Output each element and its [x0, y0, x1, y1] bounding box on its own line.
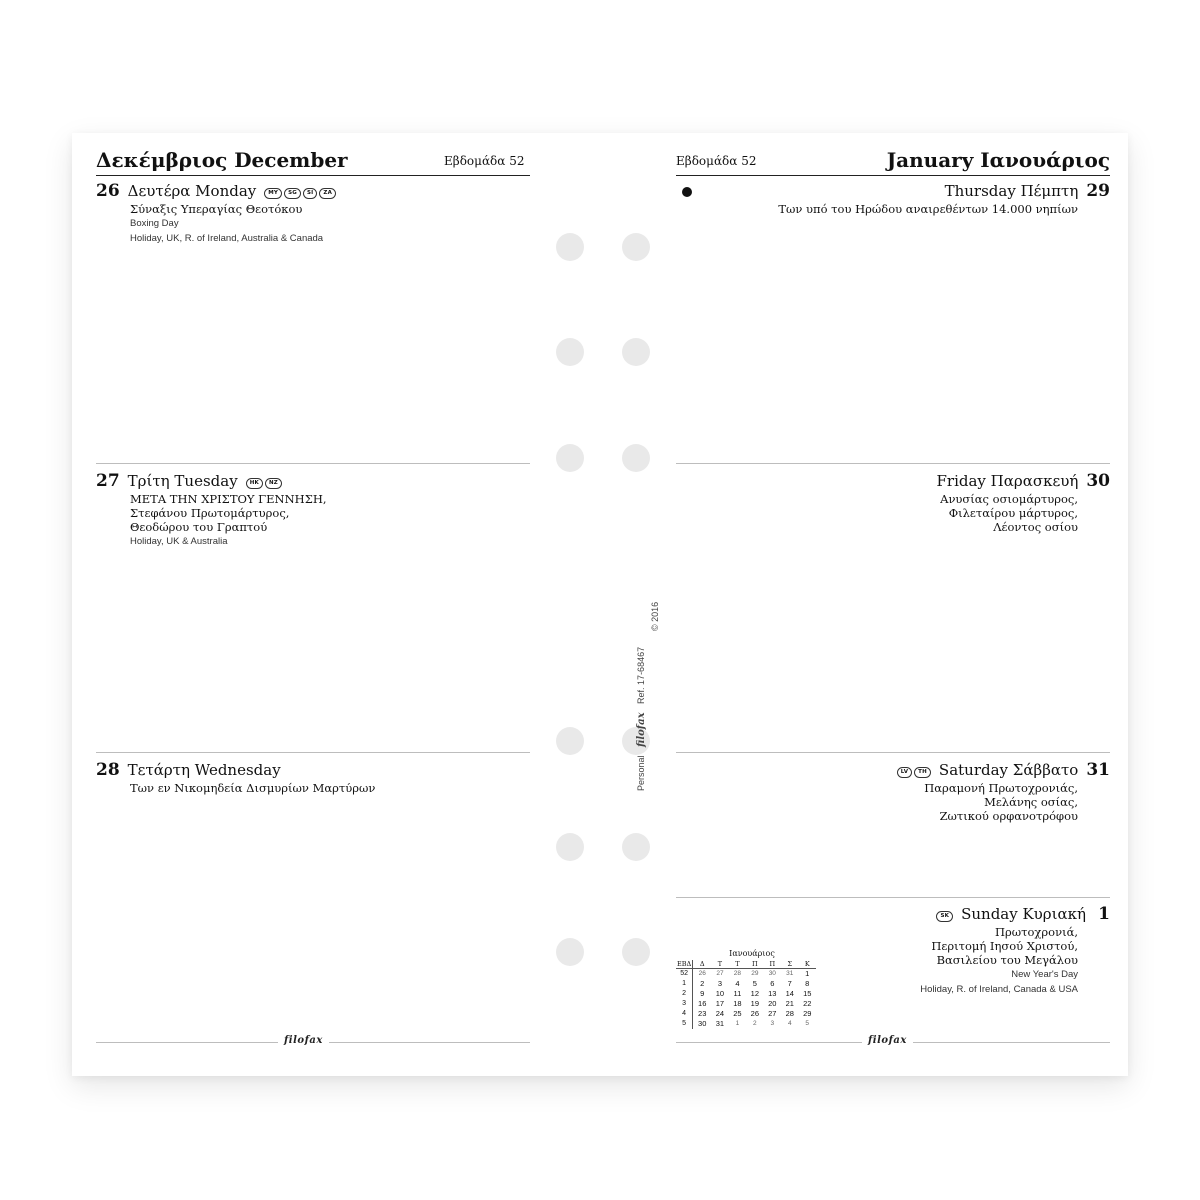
- calendar-week-row: [676, 989, 816, 999]
- calendar-day: 14: [785, 989, 794, 998]
- calendar-week-row: [676, 999, 816, 1009]
- calendar-day: 1: [805, 969, 810, 978]
- day-name: Thursday Πέμπτη: [944, 182, 1079, 200]
- ring-hole: [556, 233, 584, 261]
- day-divider: [676, 752, 1110, 753]
- calendar-day: 4: [787, 1020, 792, 1027]
- calendar-week-row: [676, 1009, 816, 1019]
- day-entry-28: [96, 760, 530, 795]
- greek-note: Πρωτοχρονιά,: [994, 925, 1078, 939]
- calendar-day: 8: [805, 979, 810, 988]
- calendar-header: Κ: [798, 960, 816, 969]
- week-number: 1: [676, 979, 693, 989]
- country-badges: [936, 911, 953, 922]
- calendar-day: 31: [786, 970, 794, 977]
- calendar-day: 30: [698, 1019, 707, 1028]
- greek-note: ΜΕΤΑ ΤΗΝ ΧΡΙΣΤΟΥ ΓΕΝΝΗΣΗ,: [130, 492, 327, 506]
- week-number: 5: [676, 1019, 693, 1029]
- header-rule-left: [96, 175, 530, 176]
- holiday-note: New Year's Day: [1011, 969, 1078, 980]
- calendar-header: Π: [764, 960, 781, 969]
- calendar-day: 19: [750, 999, 760, 1008]
- calendar-day: 25: [733, 1009, 742, 1018]
- day-divider: [96, 752, 530, 753]
- calendar-day: 31: [715, 1019, 725, 1028]
- calendar-day: 26: [750, 1009, 760, 1018]
- country-badge: SG: [284, 188, 301, 199]
- day-name: Δευτέρα Monday: [127, 182, 257, 200]
- calendar-day: 17: [715, 999, 725, 1008]
- calendar-day: 5: [805, 1020, 810, 1027]
- week-number: 4: [676, 1009, 693, 1019]
- day-number: 26: [96, 181, 120, 201]
- calendar-day: 4: [735, 979, 740, 988]
- calendar-day: 6: [770, 979, 775, 988]
- calendar-day: 20: [768, 999, 777, 1008]
- day-name: Saturday Σάββατο: [938, 761, 1079, 779]
- holiday-note: Boxing Day: [130, 218, 179, 229]
- ring-hole: [556, 938, 584, 966]
- greek-note: Περιτομή Ιησού Χριστού,: [931, 939, 1078, 953]
- calendar-header: Τ: [711, 960, 728, 969]
- country-badges: [897, 767, 931, 778]
- calendar-week-row: [676, 969, 816, 980]
- calendar-day: 27: [768, 1009, 777, 1018]
- greek-note: Θεοδώρου του Γραπτού: [130, 520, 268, 534]
- greek-note: Λέοντος οσίου: [993, 520, 1078, 534]
- holiday-note: Holiday, UK, R. of Ireland, Australia & Canada: [130, 233, 324, 244]
- country-badge: MY: [264, 188, 282, 199]
- calendar-week-row: [676, 979, 816, 989]
- day-name: Τρίτη Tuesday: [127, 472, 238, 490]
- calendar-header: Τ: [729, 960, 746, 969]
- calendar-header: Π: [746, 960, 763, 969]
- calendar-header: Σ: [781, 960, 798, 969]
- greek-note: Βασιλείου του Μεγάλου: [936, 953, 1078, 967]
- greek-note: Των υπό του Ηρώδου αναιρεθέντων 14.000 νηπίων: [778, 202, 1078, 216]
- greek-note: Στεφάνου Πρωτομάρτυρος,: [130, 506, 290, 520]
- calendar-week-row: [676, 1019, 816, 1029]
- mini-calendar-title: Ιανουάριος: [729, 949, 775, 958]
- country-badge: LV: [897, 767, 912, 778]
- holiday-note: Holiday, R. of Ireland, Canada & USA: [920, 984, 1078, 995]
- ring-hole: [556, 833, 584, 861]
- calendar-day: 29: [803, 1009, 812, 1018]
- day-entry-29: [676, 181, 1110, 216]
- day-number: 28: [96, 760, 120, 780]
- calendar-day: 30: [768, 970, 776, 977]
- calendar-day: 21: [785, 999, 794, 1008]
- greek-note: Των εν Νικομηδεία Δισμυρίων Μαρτύρων: [130, 781, 376, 795]
- day-number: 30: [1086, 471, 1110, 491]
- calendar-day: 1: [735, 1020, 740, 1027]
- country-badges: [264, 188, 336, 199]
- week-number: 52: [676, 969, 693, 980]
- calendar-day: 2: [700, 979, 705, 988]
- calendar-day: 5: [752, 979, 757, 988]
- holiday-note: Holiday, UK & Australia: [130, 536, 228, 547]
- day-number: 27: [96, 471, 120, 491]
- calendar-day: 28: [785, 1009, 794, 1018]
- calendar-day: 28: [733, 970, 742, 977]
- day-number: 29: [1086, 181, 1110, 201]
- right-page: [598, 133, 1128, 1076]
- week-label-right: Εβδομάδα 52: [676, 154, 757, 168]
- calendar-day: 16: [698, 999, 707, 1008]
- day-entry-31: [676, 760, 1110, 823]
- calendar-header: ΕΒΔ: [677, 960, 692, 968]
- week-label-left: Εβδομάδα 52: [444, 154, 525, 168]
- country-badge: ZA: [319, 188, 336, 199]
- greek-note: Παραμονή Πρωτοχρονιάς,: [924, 781, 1078, 795]
- country-badge: HK: [246, 478, 263, 489]
- spine-ref: Ref. 17-68467: [636, 646, 646, 704]
- country-badge: SI: [303, 188, 317, 199]
- calendar-header: Δ: [693, 960, 712, 969]
- calendar-day: 10: [715, 989, 725, 998]
- day-number: 1: [1098, 904, 1110, 924]
- filofax-logo-right: filofax: [862, 1035, 913, 1046]
- day-number: 31: [1086, 760, 1110, 780]
- greek-note: Ανυσίας οσιομάρτυρος,: [940, 492, 1078, 506]
- calendar-day: 3: [717, 979, 723, 988]
- spine-logo: filofax: [636, 712, 647, 747]
- country-badge: NZ: [265, 478, 282, 489]
- day-entry-27: [96, 471, 530, 549]
- ring-hole: [556, 727, 584, 755]
- left-page: [72, 133, 602, 1076]
- calendar-day: 26: [698, 970, 706, 977]
- day-divider: [676, 897, 1110, 898]
- calendar-day: 2: [753, 1020, 757, 1027]
- calendar-day: 29: [751, 970, 759, 977]
- calendar-day: 3: [770, 1020, 775, 1027]
- ring-hole: [556, 338, 584, 366]
- calendar-day: 15: [803, 989, 812, 998]
- filofax-logo-left: filofax: [278, 1035, 329, 1046]
- calendar-day: 13: [768, 989, 777, 998]
- day-name: Friday Παρασκευή: [936, 472, 1079, 490]
- week-number: 2: [676, 989, 693, 999]
- country-badge: TH: [914, 767, 931, 778]
- spine-label: Personal: [636, 755, 646, 791]
- calendar-day: 12: [750, 989, 760, 998]
- calendar-day: 11: [733, 989, 742, 998]
- calendar-day: 27: [716, 970, 724, 977]
- day-name: Sunday Κυριακή: [961, 905, 1086, 923]
- ring-hole: [556, 444, 584, 472]
- day-name: Τετάρτη Wednesday: [127, 761, 281, 779]
- greek-note: Ζωτικού ορφανοτρόφου: [939, 809, 1078, 823]
- day-entry-26: [96, 181, 530, 246]
- month-title-right: January Ιανουάριος: [886, 148, 1110, 172]
- day-divider: [96, 463, 530, 464]
- month-title-left: Δεκέμβριος December: [96, 148, 348, 172]
- greek-note: Σύναξις Υπεραγίας Θεοτόκου: [130, 202, 303, 216]
- mini-calendar: [676, 949, 816, 1029]
- country-badge: SK: [936, 911, 953, 922]
- spine-copyright: © 2016: [650, 601, 660, 631]
- greek-note: Φιλεταίρου μάρτυρος,: [948, 506, 1078, 520]
- week-number: 3: [676, 999, 693, 1009]
- calendar-day: 23: [698, 1009, 707, 1018]
- mini-calendar-grid: [676, 960, 816, 1029]
- calendar-day: 24: [715, 1009, 725, 1018]
- diary-sheet: [72, 133, 1128, 1076]
- calendar-day: 22: [803, 999, 812, 1008]
- greek-note: Μελάνης οσίας,: [984, 795, 1078, 809]
- header-rule-right: [676, 175, 1110, 176]
- country-badges: [246, 478, 282, 489]
- calendar-day: 7: [787, 979, 792, 988]
- calendar-day: 18: [733, 999, 742, 1008]
- calendar-day: 9: [700, 989, 705, 998]
- day-divider: [676, 463, 1110, 464]
- day-entry-30: [676, 471, 1110, 534]
